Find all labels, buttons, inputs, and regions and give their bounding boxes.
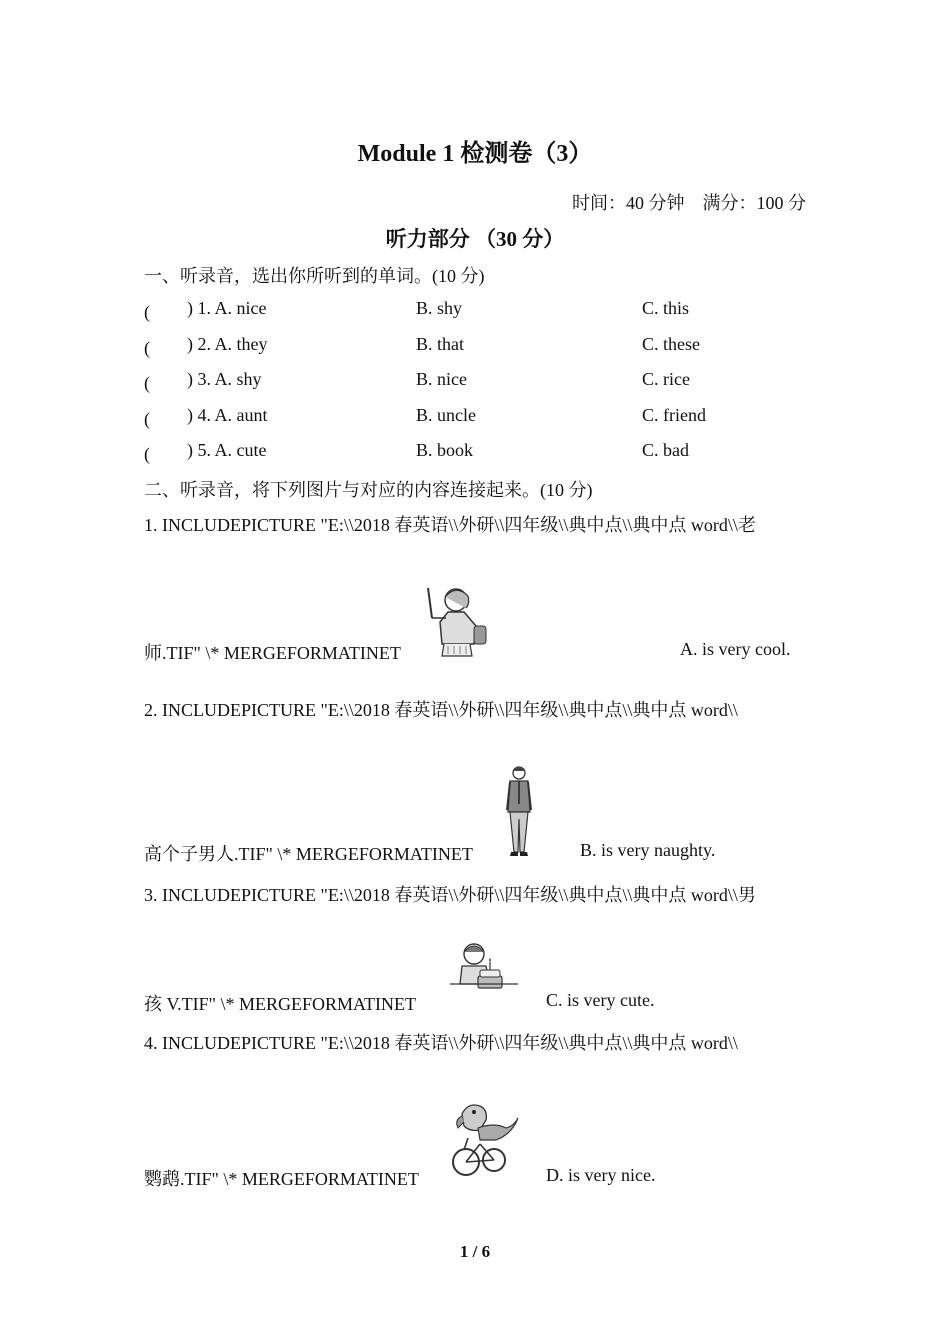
option-a: ) 5. A. cute: [187, 440, 267, 460]
option-c: C. this: [642, 298, 690, 318]
answer-blank: (: [144, 444, 186, 464]
part1-instruction: 一、听录音，选出你所听到的单词。(10 分): [144, 266, 485, 286]
question-row: [144, 298, 814, 324]
match-option-c: C. is very cute.: [546, 990, 655, 1010]
item3-field-code: 3. INCLUDEPICTURE "E:\\2018 春英语\\外研\\四年级\\典中点\\典中点 word\\男: [144, 885, 756, 905]
match-option-d: D. is very nice.: [546, 1165, 656, 1185]
question-row: [144, 334, 814, 360]
match-option-b: B. is very naughty.: [580, 840, 716, 860]
option-a: ) 3. A. shy: [187, 369, 262, 389]
teacher-picture: [418, 582, 490, 660]
question-row: [144, 405, 814, 431]
answer-blank: (: [144, 302, 186, 322]
boy-cake-picture: [448, 940, 520, 1006]
item1-field-code-cont: 师.TIF" \* MERGEFORMATINET: [144, 643, 401, 663]
item2-field-code: 2. INCLUDEPICTURE "E:\\2018 春英语\\外研\\四年级\\典中点\\典中点 word\\: [144, 700, 738, 720]
part2-instruction: 二、听录音，将下列图片与对应的内容连接起来。(10 分): [144, 480, 593, 500]
item2-field-code-cont: 高个子男人.TIF" \* MERGEFORMATINET: [144, 844, 473, 864]
option-c: C. bad: [642, 440, 689, 460]
option-b: B. uncle: [416, 405, 476, 425]
option-b: B. shy: [416, 298, 463, 318]
question-row: [144, 369, 814, 395]
section-title-listening: 听力部分 （30 分）: [385, 227, 565, 251]
option-a: ) 2. A. they: [187, 334, 268, 354]
answer-blank: (: [144, 373, 186, 393]
option-a: ) 4. A. aunt: [187, 405, 268, 425]
option-c: C. friend: [642, 405, 706, 425]
match-option-a: A. is very cool.: [680, 639, 791, 659]
answer-blank: (: [144, 338, 186, 358]
tall-man-picture: [502, 764, 536, 858]
item4-field-code: 4. INCLUDEPICTURE "E:\\2018 春英语\\外研\\四年级\\典中点\\典中点 word\\: [144, 1033, 738, 1053]
option-a: ) 1. A. nice: [187, 298, 267, 318]
option-b: B. nice: [416, 369, 467, 389]
page-title: Module 1 检测卷（3）: [357, 141, 593, 167]
item1-field-code: 1. INCLUDEPICTURE "E:\\2018 春英语\\外研\\四年级\\典中点\\典中点 word\\老: [144, 515, 756, 535]
item3-field-code-cont: 孩 V.TIF" \* MERGEFORMATINET: [144, 994, 417, 1014]
page-number: 1 / 6: [459, 1242, 491, 1261]
answer-blank: (: [144, 409, 186, 429]
option-b: B. that: [416, 334, 464, 354]
time-score-info: 时间：40 分钟 满分：100 分: [572, 193, 806, 213]
question-row: [144, 440, 814, 466]
item4-field-code-cont: 鹦鹉.TIF" \* MERGEFORMATINET: [144, 1169, 419, 1189]
option-c: C. rice: [642, 369, 690, 389]
option-b: B. book: [416, 440, 474, 460]
option-c: C. these: [642, 334, 700, 354]
parrot-bicycle-picture: [446, 1100, 520, 1182]
